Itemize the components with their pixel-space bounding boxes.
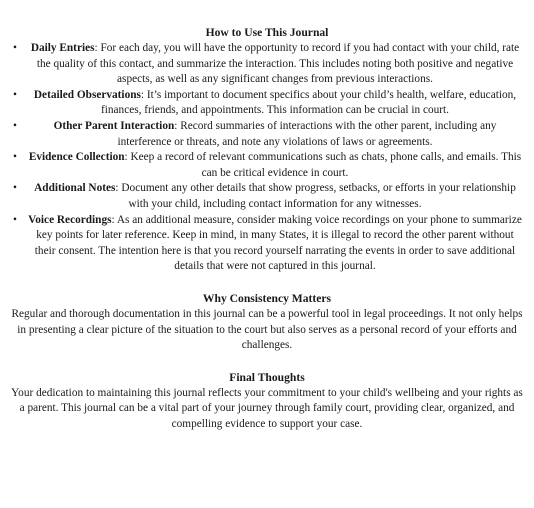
how-to-use-heading: How to Use This Journal: [205, 26, 329, 39]
item-term: Voice Recordings: [28, 213, 112, 226]
item-term: Evidence Collection: [28, 151, 125, 164]
list-item-evidence-collection: [8, 150, 526, 181]
item-text: : Record summaries of interactions with the other parent, including any interference or threats, and note any violations of laws or agreements.: [117, 119, 497, 148]
list-item-detailed-observations: [8, 88, 526, 119]
instructions-list: [8, 41, 526, 275]
item-term: Additional Notes: [34, 182, 116, 195]
item-text: : Keep a record of relevant communications such as chats, phone calls, and emails. This can be critical evidence in court.: [124, 151, 522, 179]
item-term: Detailed Observations: [33, 88, 141, 101]
item-text: : As an additional measure, consider making voice recordings on your phone to summarize key points for later reference. Keep in mind, in many States, it is illegal to record the other parent without their consent. The intention here is that you record yourself narrating the events in order to save additional details that were not captured in this journal.: [34, 213, 522, 273]
item-term: Daily Entries: [30, 42, 95, 54]
bullet-icon: •: [13, 88, 17, 101]
list-item-additional-notes: [8, 181, 526, 212]
final-thoughts-body: Your dedication to maintaining this journal reflects your commitment to your child's wellbeing and your rights as a parent. This journal can be a vital part of your journey through family court, providing clear, organized, and compelling evidence to support your case.: [11, 386, 523, 430]
item-text: : For each day, you will have the opportunity to record if you had contact with your child, rate the quality of this contact, and summarize the interaction. This includes noting both positive and negative aspects, as well as any significant changes from previous interactions.: [36, 42, 520, 86]
bullet-icon: •: [13, 213, 17, 226]
section-spacer: [8, 354, 526, 370]
item-text: : Document any other details that show progress, setbacks, or efforts in your relationship with your child, including contact information for any witnesses.: [115, 182, 516, 210]
bullet-icon: •: [13, 182, 17, 195]
bullet-icon: •: [13, 151, 17, 164]
list-item-other-parent-interaction: [8, 119, 526, 150]
item-text: : It’s important to document specifics about your child’s health, welfare, education, finances, friends, and appointments. This information can be crucial in court.: [100, 88, 517, 117]
list-item-daily-entries: [8, 41, 526, 88]
bullet-icon: •: [13, 42, 17, 54]
item-term: Other Parent Interaction: [53, 119, 175, 132]
bullet-icon: •: [13, 119, 17, 132]
section-spacer: [8, 275, 526, 291]
list-item-voice-recordings: [8, 213, 526, 275]
why-consistency-body: Regular and thorough documentation in this journal can be a powerful tool in legal proceedings. It not only helps in presenting a clear picture of the situation to the court but also serves as a personal record of your efforts and challenges.: [11, 307, 523, 352]
why-consistency-heading: Why Consistency Matters: [202, 291, 332, 305]
final-thoughts-heading: Final Thoughts: [229, 370, 305, 384]
